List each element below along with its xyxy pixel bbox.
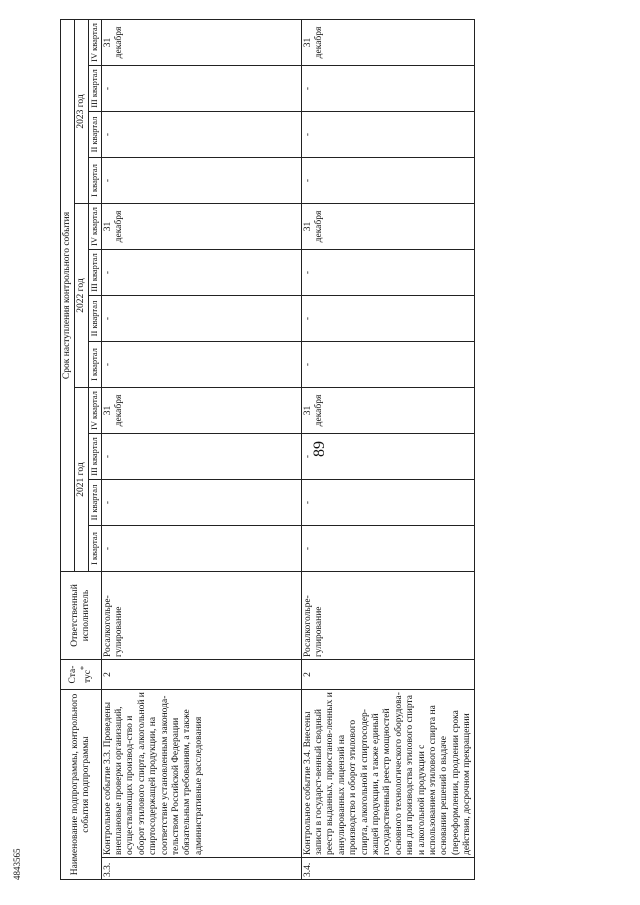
header-quarter: I квартал [88, 158, 101, 204]
quarter-cell: 31 декабря [301, 19, 475, 65]
status-cell: 2 [301, 660, 475, 690]
table-row [101, 19, 301, 879]
quarter-cell: - [301, 434, 475, 480]
header-quarter: II квартал [88, 480, 101, 526]
quarter-cell: 31 декабря [101, 19, 301, 65]
rotated-table-wrapper [60, 20, 620, 880]
quarter-cell: - [101, 66, 301, 112]
event-name: Контрольное событие 3.4. Внесены записи в государст-венный сводный реестр выданных, приостанов-ленных и аннулированных лицензий на производство и оборот этилового спирта, алкогольной и спиртосодер-жащей продукции, а также единый государственный реестр мощностей основного технологического оборудова-ния для производства этилового спирта и алкогольной продукции с использованием этилового спирта на основании решений о выдаче (переоформлении, продлении срока действия, досрочном прекращении [301, 690, 475, 858]
quarter-cell: 31 декабря [101, 388, 301, 434]
quarter-cell: - [301, 480, 475, 526]
header-quarter: III квартал [88, 434, 101, 480]
header-status: Ста-тус* [61, 660, 102, 690]
quarter-cell: - [101, 434, 301, 480]
header-year-2021: 2021 год [74, 388, 88, 572]
quarter-cell: - [301, 66, 475, 112]
quarter-cell: 31 декабря [301, 388, 475, 434]
header-year-2022: 2022 год [74, 204, 88, 388]
document-id: 4843565 [12, 848, 22, 880]
header-name: Наименование подпрограммы, контрольного события подпрограммы [61, 690, 102, 880]
quarter-cell: - [101, 112, 301, 158]
quarter-cell: - [301, 112, 475, 158]
header-quarter: III квартал [88, 66, 101, 112]
event-name: Контрольное событие 3.3. Проведены внеплановые проверки организаций, осуществляющих производ-ство и оборот этилового спирта, алкогольной и спиртосодержащей продукции, на соответствие установленным законода-тельством Российской Федерации обязательным требованиям, а также административные расследования [101, 690, 301, 858]
header-quarter: III квартал [88, 250, 101, 296]
executor-cell: Росалкогольре-гулирование [101, 572, 301, 660]
quarter-cell: - [101, 158, 301, 204]
quarter-cell: - [101, 342, 301, 388]
page-number: 89 [311, 441, 328, 457]
quarter-cell: 31 декабря [301, 204, 475, 250]
header-quarter: II квартал [88, 296, 101, 342]
header-quarter: IV квартал [88, 388, 101, 434]
quarter-cell: - [101, 480, 301, 526]
table-row [301, 19, 475, 879]
quarter-cell: - [301, 296, 475, 342]
header-deadline: Срок наступления контрольного события [61, 19, 75, 571]
header-quarter: I квартал [88, 526, 101, 572]
header-quarter: IV квартал [88, 19, 101, 65]
quarter-cell: - [101, 250, 301, 296]
header-quarter: II квартал [88, 112, 101, 158]
row-number: 3.4. [301, 858, 475, 880]
control-events-table [60, 19, 475, 880]
quarter-cell: - [301, 158, 475, 204]
quarter-cell: 31 декабря [101, 204, 301, 250]
status-cell: 2 [101, 660, 301, 690]
header-quarter: IV квартал [88, 204, 101, 250]
executor-cell: Росалкогольре-гулирование [301, 572, 475, 660]
row-number: 3.3. [101, 858, 301, 880]
header-executor: Ответственный исполнитель [61, 572, 102, 660]
quarter-cell: - [301, 250, 475, 296]
quarter-cell: - [101, 526, 301, 572]
quarter-cell: - [301, 342, 475, 388]
header-year-2023: 2023 год [74, 19, 88, 203]
quarter-cell: - [301, 526, 475, 572]
quarter-cell: - [101, 296, 301, 342]
header-quarter: I квартал [88, 342, 101, 388]
